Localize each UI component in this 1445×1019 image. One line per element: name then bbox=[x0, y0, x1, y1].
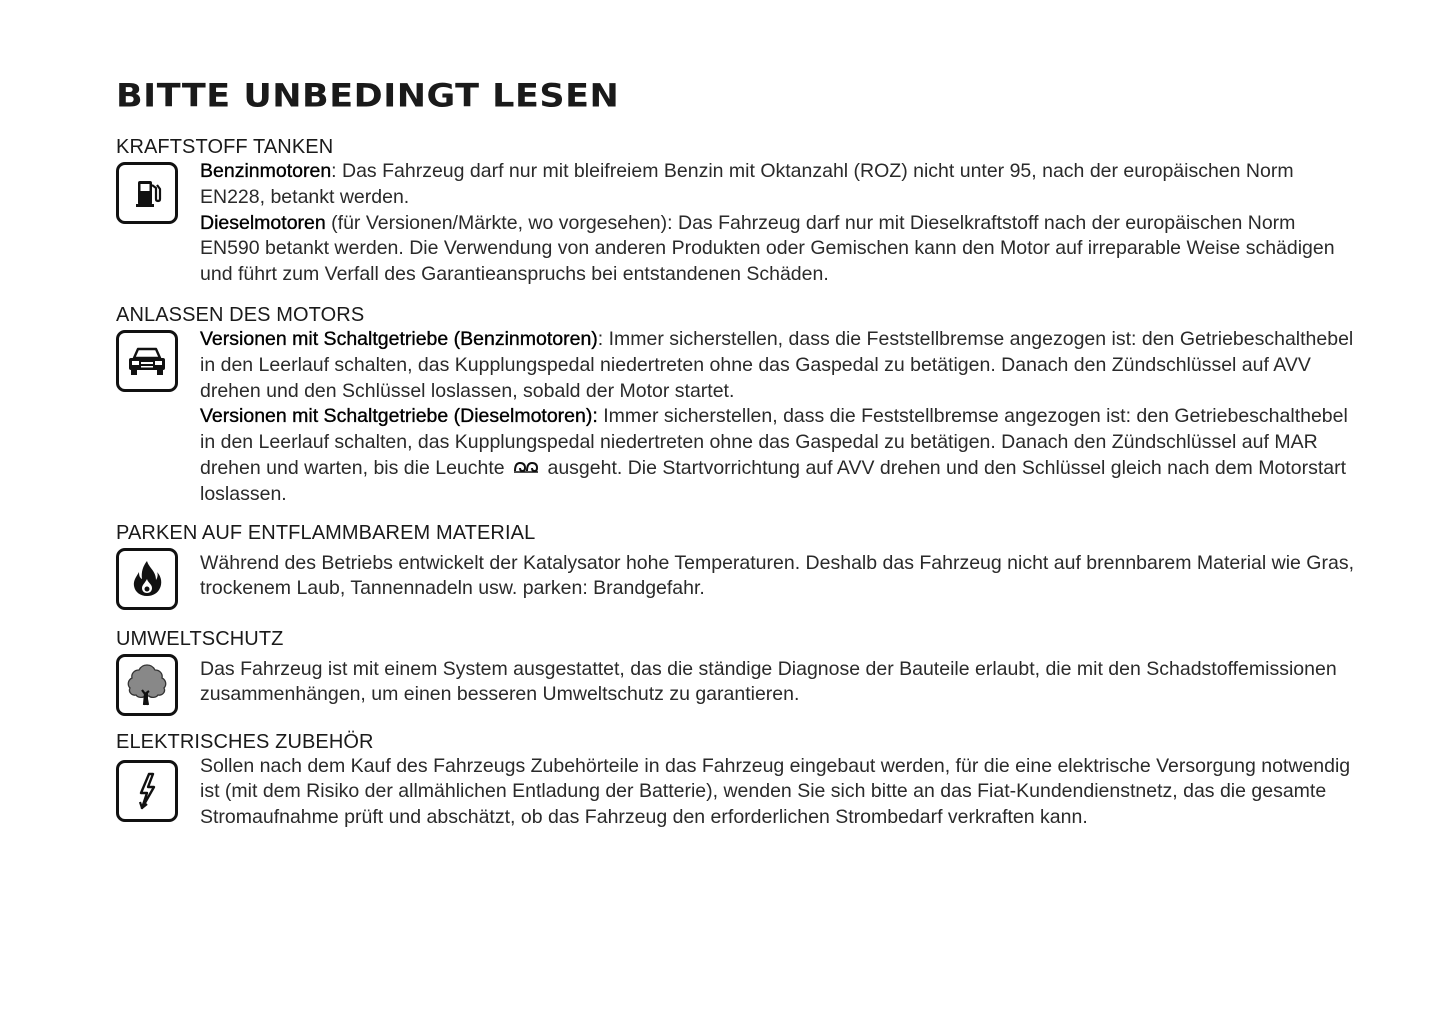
section-park bbox=[116, 521, 1356, 610]
paragraph-body: : Immer sicherstellen, dass die Feststellbremse angezogen ist: den Getriebeschalthebel in den Leerlauf schalten, das Kupplungspedal niedertreten ohne das Gaspedal zu betätigen. Danach den Zündschlüssel auf AVV drehen und den Schlüssel loslassen, sobald der Motor startet. bbox=[200, 327, 1354, 402]
section-env bbox=[116, 627, 1356, 716]
section-elec bbox=[116, 730, 1356, 831]
paragraph-petrol bbox=[200, 159, 1356, 211]
glow-plug-icon bbox=[512, 456, 540, 482]
paragraph-body: (für Versionen/Märkte, wo vorgesehen): Das Fahrzeug darf nur mit Dieselkraftstoff nach der europäischen Norm EN590 betankt werden. Die Verwendung von anderen Produkten oder Gemischen kann den Motor auf irreparable Weise schädigen und führt zum Verfall des Garantieanspruchs bei entstandenen Schäden. bbox=[200, 211, 1335, 286]
paragraph-park: Während des Betriebs entwickelt der Katalysator hohe Temperaturen. Deshalb das Fahrzeug nicht auf brennbarem Material wie Gras, trockenem Laub, Tannennadeln usw. parken: Brandgefahr. bbox=[200, 551, 1354, 600]
section-text-fuel bbox=[200, 159, 1356, 288]
paragraph-lead: Dieselmotoren bbox=[200, 211, 326, 234]
paragraph-lead: Versionen mit Schaltgetriebe (Benzinmotoren) bbox=[200, 327, 598, 350]
paragraph-body: Immer sicherstellen, dass die Feststellbremse angezogen ist: den Getriebeschalthebel in den Leerlauf schalten, das Kupplungspedal niedertreten ohne das Gaspedal zu betätigen. Danach den Zündschlüssel auf MAR drehen und warten, bis die Leuchte bbox=[200, 405, 1348, 480]
section-text-env bbox=[200, 651, 1356, 709]
section-heading-fuel: KRAFTSTOFF TANKEN bbox=[116, 136, 334, 158]
section-heading-elec: ELEKTRISCHES ZUBEHÖR bbox=[116, 730, 374, 753]
paragraph-start-petrol bbox=[200, 327, 1356, 404]
page-title: BITTE UNBEDINGT LESEN bbox=[116, 78, 620, 115]
section-heading-env: UMWELTSCHUTZ bbox=[116, 627, 284, 650]
paragraph-diesel bbox=[200, 211, 1356, 288]
flame-icon bbox=[116, 548, 178, 610]
section-heading-park: PARKEN AUF ENTFLAMMBAREM MATERIAL bbox=[116, 521, 536, 544]
car-front-icon bbox=[116, 330, 178, 392]
paragraph-env: Das Fahrzeug ist mit einem System ausgestattet, das die ständige Diagnose der Bauteile erlaubt, die mit den Schadstoffemissionen zusammenhängen, um einen besseren Umweltschutz zu garantieren. bbox=[200, 657, 1337, 706]
lightning-bolt-icon bbox=[116, 760, 178, 822]
paragraph-start-diesel bbox=[200, 404, 1356, 507]
section-fuel bbox=[116, 135, 1356, 288]
section-text-park bbox=[200, 545, 1356, 603]
document-page bbox=[116, 78, 1356, 831]
paragraph-elec: Sollen nach dem Kauf des Fahrzeugs Zubehörteile in das Fahrzeug eingebaut werden, für die eine elektrische Versorgung notwendig ist (mit dem Risiko der allmählichen Entladung der Batterie), wenden Sie sich bitte an das Fiat-Kundendienstnetz, das die gesamte Stromaufnahme prüft und abschätzt, ob das Fahrzeug den erforderlichen Strombedarf verkraften kann. bbox=[200, 754, 1351, 829]
fuel-pump-icon bbox=[116, 162, 178, 224]
section-start bbox=[116, 303, 1356, 508]
tree-icon bbox=[116, 654, 178, 716]
paragraph-lead: Versionen mit Schaltgetriebe (Dieselmotoren): bbox=[200, 405, 598, 428]
section-text-start bbox=[200, 327, 1356, 508]
section-text-elec bbox=[200, 754, 1356, 831]
paragraph-lead: Benzinmotoren bbox=[200, 160, 332, 182]
section-heading-start: ANLASSEN DES MOTORS bbox=[116, 303, 365, 326]
paragraph-body-end: ausgeht. Die Startvorrichtung auf AVV drehen und den Schlüssel gleich nach dem Motorstart loslassen. bbox=[200, 457, 1346, 505]
paragraph-body: : Das Fahrzeug darf nur mit bleifreiem Benzin mit Oktanzahl (ROZ) nicht unter 95, nach der europäischen Norm EN228, betankt werden. bbox=[200, 160, 1294, 208]
